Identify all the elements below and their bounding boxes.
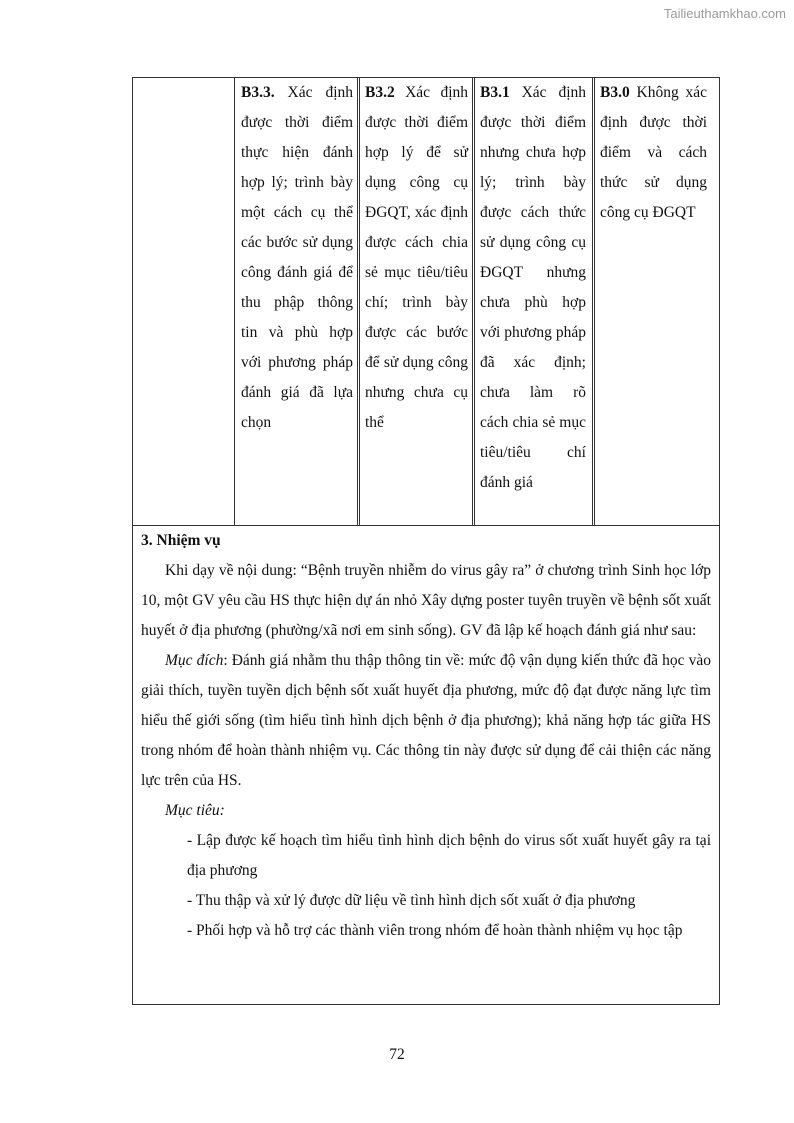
level-code: B3.0 (600, 84, 630, 101)
column-divider (234, 78, 235, 525)
level-code: B3.1 (480, 84, 510, 101)
rubric-cell-b33 (241, 78, 353, 438)
goals-label: Mục tiêu: (165, 802, 225, 819)
column-divider (592, 78, 593, 525)
rubric-table (133, 78, 719, 525)
purpose-text: : Đánh giá nhằm thu thập thông tin về: mức độ vận dụng kiến thức đã học vào giải thích, tuyền tuyền dịch bệnh sốt xuất huyết địa phương, mức độ đạt được năng lực tìm hiểu thế giới sống (tìm hiểu tình hình dịch bệnh ở địa phương); khả năng hợp tác giữa HS trong nhóm để hoàn thành nhiệm vụ. Các thông tin này được sử dụng để cải thiện các năng lực trên của HS. (141, 652, 711, 789)
rubric-cell-b30 (600, 78, 707, 228)
column-divider (472, 78, 473, 525)
purpose-paragraph (133, 646, 719, 796)
level-description: Không xác định được thời điểm và cách thức sử dụng công cụ ĐGQT (600, 84, 708, 221)
column-divider (359, 78, 360, 525)
level-description: Xác định được thời điểm nhưng chưa hợp lý; trình bày được cách thức sử dụng công cụ ĐGQT nhưng chưa phù hợp với phương pháp đã xác định; chưa làm rõ cách chia sẻ mục tiêu/tiêu chí đánh giá (480, 84, 587, 491)
goal-item: - Phối hợp và hỗ trợ các thành viên trong nhóm để hoàn thành nhiệm vụ học tập (187, 922, 683, 939)
watermark: Tailieuthamkhao.com (663, 6, 786, 21)
column-divider (357, 78, 358, 525)
level-code: B3.3. (241, 84, 275, 101)
level-description: Xác định được thời điểm hợp lý để sử dụng công cụ ĐGQT, xác định được cách chia sẻ mục tiêu/tiêu chí; trình bày được các bước để sử dụng công nhưng chưa cụ thể (365, 84, 469, 431)
level-description: Xác định được thời điểm thực hiện đánh hợp lý; trình bày một cách cụ thể các bước sử dụng công đánh giá để thu phập thông tin và phù hợp với phương pháp đánh giá đã lựa chọn (241, 84, 354, 431)
level-code: B3.2 (365, 84, 395, 101)
column-divider (594, 78, 595, 525)
purpose-label: Mục đích (165, 652, 224, 669)
rubric-cell-b32 (365, 78, 468, 438)
rubric-cell-b31 (480, 78, 586, 498)
column-divider (474, 78, 475, 525)
section-title: 3. Nhiệm vụ (141, 532, 221, 549)
content-frame (132, 77, 720, 1005)
goal-item: - Thu thập và xử lý được dữ liệu về tình hình dịch sốt xuất ở địa phương (187, 892, 636, 909)
intro-paragraph: Khi dạy về nội dung: “Bệnh truyền nhiễm do virus gây ra” ở chương trình Sinh học lớp 10, một GV yêu cầu HS thực hiện dự án nhỏ Xây dựng poster tuyên truyền về bệnh sốt xuất huyết ở địa phương (phường/xã nơi em sinh sống). GV đã lập kế hoạch đánh giá như sau: (141, 562, 711, 639)
task-section (133, 526, 719, 946)
goal-item: - Lập được kế hoạch tìm hiểu tình hình dịch bệnh do virus sốt xuất huyết gây ra tại địa phương (187, 832, 711, 879)
page-number: 72 (389, 1046, 405, 1063)
